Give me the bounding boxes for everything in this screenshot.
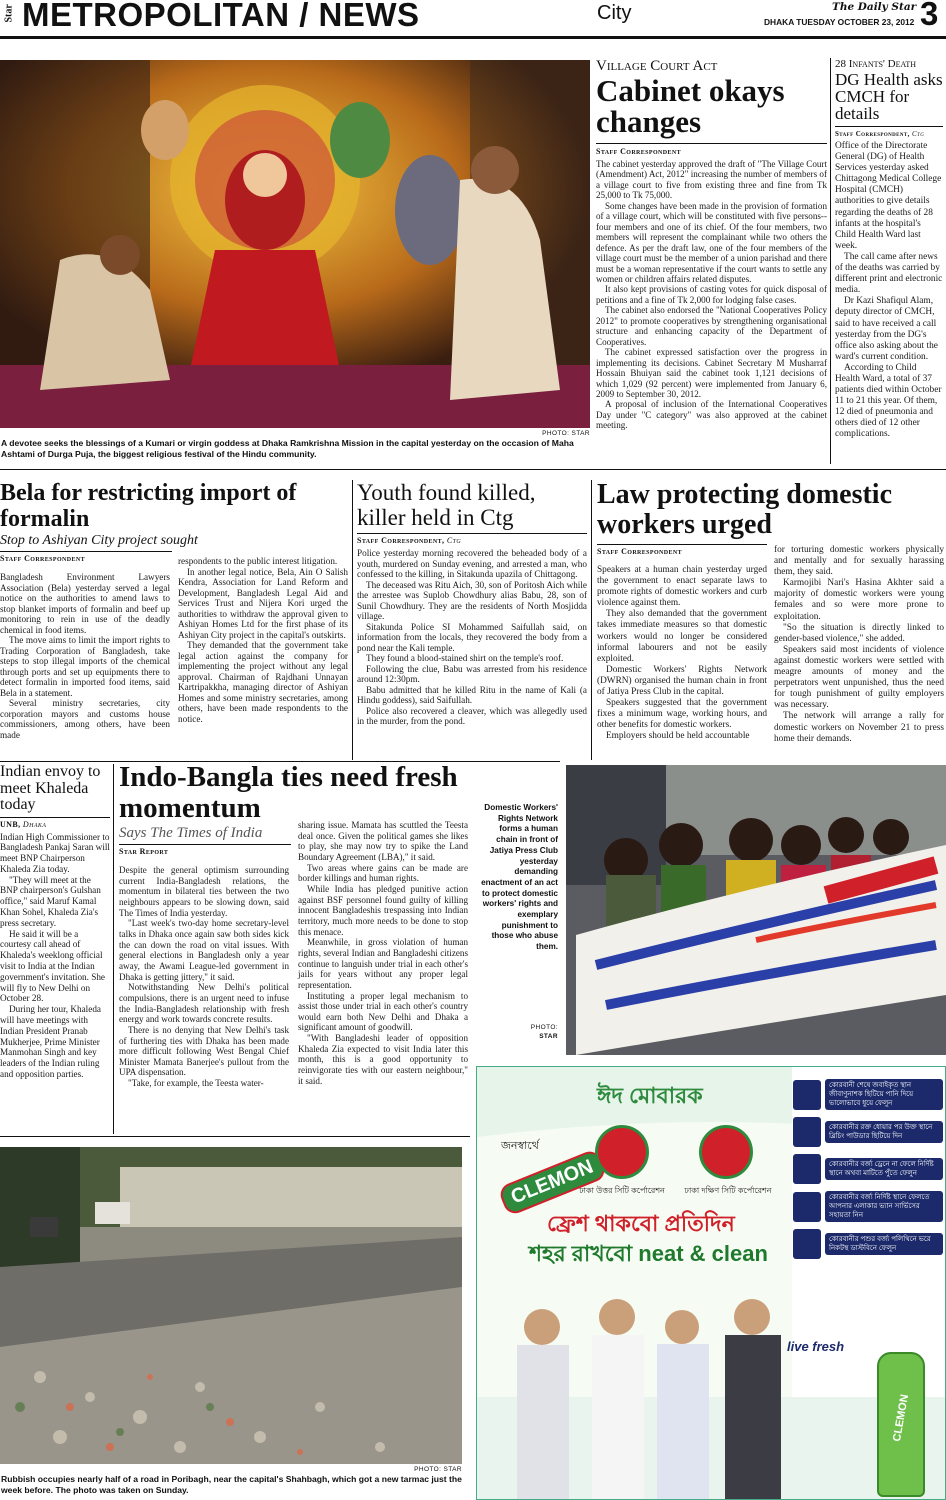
youth-byline-place: Ctg — [446, 536, 462, 545]
paragraph: Instituting a proper legal mechanism to assist those under trial in each other's country would earn both New Delhi and Dhaka a significant amount of goodwill. — [298, 990, 468, 1033]
paragraph: Several ministry secretaries, city corporation mayors and customs house commissioners, among others, have been made — [0, 698, 170, 740]
tip-text: কোরবানীর বর্জ্য নির্দিষ্ট স্থানে ফেলতে আপনার এলাকার ভ্যান সার্ভিসের সহায়তা নিন — [825, 1191, 943, 1222]
village-court-headline: Cabinet okays changes — [596, 73, 785, 139]
paragraph: The cabinet yesterday approved the draft of "The Village Court (Amendment) Act, 2012" increasing the number of members of a village court to five from existing three and fine from Tk 25,000 to Tk 75,000. — [596, 159, 827, 201]
paragraph: They found a blood-stained shirt on the temple's roof. — [366, 653, 564, 663]
formalin-col2 — [178, 556, 348, 724]
subsection-label: City — [597, 2, 632, 24]
envoy-body — [0, 832, 110, 1080]
tip-text: কোরবানী শেষে জবাইকৃত স্থান জীবাণুনাশক ছিটিয়ে পানি দিয়ে ভালোভাবে ধুয়ে ফেলুন — [825, 1079, 943, 1110]
bottle-label: CLEMON — [890, 1393, 912, 1443]
domestic-byline: Staff Correspondent — [597, 547, 683, 556]
paragraph: They also demanded that the government takes immediate measures so that domestic workers would no longer be considered informal labourers and not be easily exploited. — [597, 609, 767, 664]
paragraph: Police yesterday morning recovered the beheaded body of a youth, murdered on Sunday evening, and arrested a man, who confessed to the killing, in Sitakunda upazila of Chittagong. — [357, 548, 587, 579]
envoy-byline-name: UNB, — [0, 819, 21, 829]
paragraph: Following the clue, Babu was arrested from his residence around 12:30pm. — [357, 663, 587, 684]
paragraph: Police also recovered a cleaver, which was allegedly used in the murder, from the pond. — [357, 705, 587, 726]
ad-slogan-2: শহর রাখবো neat & clean — [529, 1241, 768, 1266]
tip-icon — [793, 1229, 821, 1259]
paragraph: A proposal of inclusion of the International Cooperatives Day under "C category" was also approved at the cabinet meeting. — [596, 399, 827, 431]
paragraph: Employers should be held accountable — [606, 731, 750, 742]
paragraph: for torturing domestic workers physically and mentally and for sexually harassing them, they said. — [774, 545, 944, 578]
indobangla-byline: Star Report — [119, 847, 169, 856]
youth-byline-name: Staff Correspondent, — [357, 536, 445, 545]
paragraph: Speakers suggested that the government fixes a minimum wage, working hours, and other benefits for domestic workers. — [597, 698, 767, 731]
paragraph: During her tour, Khaleda will have meetings with Indian President Pranab Mukherjee, Prime Minister Manmohan Singh and key leaders of the Indian ruling and opposition parties. — [0, 1004, 101, 1080]
envoy-byline — [0, 820, 110, 829]
north-corp-seal — [595, 1125, 649, 1179]
masthead — [0, 0, 946, 36]
village-court-rule — [596, 143, 827, 144]
tip-item — [793, 1117, 943, 1147]
infants-article — [835, 58, 943, 441]
indobangla-rule — [119, 844, 291, 845]
tip-item — [793, 1079, 943, 1110]
tip-icon — [793, 1117, 821, 1147]
paragraph: Bangladesh Environment Lawyers Association (Bela) yesterday served a legal notice on the authorities to amend laws to stop blanket imports of formalin and beef up monitoring to rein in use of the deadly chemical in food items. — [0, 572, 170, 635]
village-court-body — [596, 159, 827, 431]
infants-rule — [835, 126, 943, 127]
infants-byline-name: Staff Correspondent, — [835, 130, 910, 138]
tip-item — [793, 1229, 943, 1259]
paragraph: "Last week's two-day home secretary-level talks in Dhaka once again saw both sides kick the can down the road on vital issues. With general elections in Bangladesh only a year away, the Awami League-led government in Dhaka is getting jittery," it said. — [119, 918, 289, 982]
kumari-photo — [0, 60, 590, 428]
ad-slogan-1: ফ্রেশ থাকবো প্রতিদিন — [547, 1211, 735, 1236]
paragraph: sharing issue. Mamata has scuttled the Teesta deal once. Given the political games she likes to play, she may now try to spike the Land Boundary Agreement (LBA)," it said. — [298, 820, 468, 862]
tip-icon — [793, 1192, 821, 1222]
ad-public-interest: জনস্বার্থে — [501, 1140, 539, 1152]
paragraph: The call came after news of the deaths was carried by different print and electronic media. — [835, 251, 943, 296]
indobangla-subhead: Says The Times of India — [119, 825, 263, 841]
ad-tips-list — [793, 1079, 943, 1266]
rubbish-photo-credit: PHOTO: STAR — [414, 1466, 462, 1473]
youth-body — [357, 548, 587, 727]
domestic-headline: Law protecting domestic workers urged — [597, 479, 892, 540]
tip-icon — [793, 1080, 821, 1110]
paragraph: respondents to the public interest litigation. — [178, 556, 338, 566]
formalin-subhead: Stop to Ashiyan City project sought — [0, 533, 198, 548]
indobangla-col1 — [119, 865, 289, 1089]
formalin-byline: Staff Correspondent — [0, 554, 86, 563]
paragraph: According to Child Health Ward, a total of 37 patients died within October 11 to 21 this year. Of them, 12 died of pneumonia and others died of 12 other complications. — [835, 362, 942, 440]
formalin-article — [0, 480, 348, 566]
domestic-col1 — [597, 565, 767, 743]
paragraph: While India has pledged punitive action against BSF personnel found guilty of killing innocent Bangladeshis trespassing into Indian territory, much more needs to be done to stop this menace. — [298, 883, 468, 937]
paragraph: There is no denying that New Delhi's task of furthering ties with Dhaka has been made more difficult following West Bengal Chief Minister Mamata Banerjee's pullout from the UPA dispensation. — [119, 1024, 289, 1078]
infants-byline-place: Ctg — [911, 130, 925, 138]
paragraph: Sitakunda Police SI Mohammed Saifullah said, on information from the locals, they recovered the body from a pond near the Kali temple. — [357, 621, 587, 653]
youth-headline: Youth found killed, killer held in Ctg — [357, 480, 536, 530]
tip-item — [793, 1154, 943, 1184]
domestic-rule — [597, 544, 767, 545]
human-chain-photo-image — [566, 765, 946, 1055]
indobangla-headline: Indo-Bangla ties need fresh momentum — [119, 761, 458, 824]
column-rule — [352, 480, 353, 760]
rubbish-photo-caption: Rubbish occupies nearly half of a road in Poribagh, near the capital's Shahbagh, which got a new tarmac just the week before. The photo was taken on Sunday. — [1, 1474, 462, 1495]
infants-headline: DG Health asks CMCH for details — [835, 70, 943, 123]
ad-brand-logo: CLEMON — [497, 1148, 608, 1217]
kumari-photo-caption: A devotee seeks the blessings of a Kumari or virgin goddess at Dhaka Ramkrishna Mission in the capital yesterday on the occasion of Maha Ashtami of Durga Puja, the biggest religious festival of the Hindu community. — [1, 438, 574, 459]
paragraph: In another legal notice, Bela, Ain O Salish Kendra, Association for Land Reform and Development, Bangladesh Legal Aid and Services Trust and Nijera Kori urged the authorities to withdraw the approval given to Ashiyan Homes Ltd for the first phase of its Ashiyan City project in the capital's outskirts. — [178, 566, 348, 640]
envoy-article — [0, 764, 110, 1080]
village-court-kicker: Village Court Act — [596, 58, 718, 74]
paragraph: Domestic Workers' Rights Network (DWRN) organised the human chain in front of Jatiya Press Club in the capital. — [597, 664, 767, 698]
dateline: DHAKA TUESDAY OCTOBER 23, 2012 — [764, 17, 915, 27]
paragraph: Notwithstanding New Delhi's political compulsions, there is an urgent need to infuse the India-Bangladesh relationship with fresh energy and work towards concrete results. — [119, 982, 289, 1025]
paragraph: Indian High Commissioner to Bangladesh Pankaj Saran will meet BNP Chairperson Khaleda Zia today. — [0, 831, 110, 874]
paragraph: Speakers said most incidents of violence against domestic workers were settled with meagre amounts of money and the perpetrators went unpunished, thus the need for tough punishment of guilty employers was necessary. — [774, 644, 944, 711]
kumari-photo-credit: PHOTO: STAR — [542, 430, 590, 437]
youth-rule — [357, 533, 587, 534]
column-rule — [830, 58, 831, 464]
ad-eid-greeting: ঈদ মোবারক — [597, 1083, 703, 1108]
paragraph: The deceased was Ritu Aich, 30, son of Poritosh Aich while the arrestee was Suplob Chowdhury alias Babu, 28, son of Sunil Chowdhury. They are the residents of North Mosjidda village. — [357, 579, 587, 621]
paragraph: Office of the Directorate General (DG) of Health Services yesterday asked Chittagong Medical College Hospital (CMCH) authorities to give details regarding the deaths of 28 infants at the hospital's Child Health Ward last week. — [835, 141, 942, 251]
formalin-col1 — [0, 572, 170, 740]
south-corp-seal — [699, 1125, 753, 1179]
south-corp-name: ঢাকা দক্ষিণ সিটি কর্পোরেশন — [684, 1186, 772, 1195]
envoy-headline: Indian envoy to meet Khaleda today — [0, 763, 101, 813]
kumari-photo-image — [0, 60, 590, 428]
masthead-rule — [0, 36, 946, 39]
paragraph: The cabinet expressed satisfaction over the progress in implementing its decisions. Cabinet Secretary M Musharraf Hossain Bhuiyan said the cabinet took 1,121 decisions of which 1,029 (92 percent) were implemented from January 6, 2009 to September 30, 2012. — [596, 347, 827, 399]
domestic-col2 — [774, 545, 944, 745]
paragraph: "Take, for example, the Teesta water- — [128, 1078, 264, 1089]
envoy-rule — [0, 817, 110, 818]
envoy-byline-place: Dhaka — [22, 819, 47, 829]
paragraph: The network will arrange a rally for domestic workers on November 21 to press home their demands. — [774, 711, 944, 744]
section-rule — [0, 469, 946, 470]
paragraph: "So the situation is directly linked to gender-based violence," she added. — [774, 622, 944, 644]
ad-live-fresh: live fresh — [787, 1339, 845, 1354]
youth-byline — [357, 536, 587, 545]
paragraph: Speakers at a human chain yesterday urged the government to enact separate laws to promote rights of domestic workers and curb violence against them. — [597, 565, 767, 609]
youth-article — [357, 480, 587, 727]
paragraph: Two areas where gains can be made are border killings and human rights. — [298, 862, 468, 884]
paragraph: Meanwhile, in gross violation of human rights, several Indian and Bangladeshi citizens continue to languish under trial in each other's jails for years without any proper legal representation. — [298, 937, 468, 990]
tip-text: কোরবানীর বর্জ্য ড্রেনে না ফেলে নির্দিষ্ট স্থানে অথবা মাটিতে পুঁতে ফেলুন — [825, 1158, 943, 1180]
infants-byline — [835, 130, 943, 138]
ad-models — [497, 1287, 797, 1500]
section-rule — [0, 1136, 470, 1137]
rubbish-photo — [0, 1147, 462, 1464]
formalin-headline: Bela for restricting import of formalin — [0, 480, 297, 532]
tip-text: কোরবানীর রক্ত ধোয়ার পর উক্ত স্থানে ব্লিচিং পাউডার ছিটিয়ে দিন — [825, 1121, 943, 1143]
paragraph: Despite the general optimism surrounding current India-Bangladesh relations, the momentum in bilateral ties between the two neighbours appears to be slowing down, said The Times of India yesterday. — [119, 865, 289, 918]
tip-text: কোরবানীর পশুর বর্জ্য পলিথিনে ভরে নিকটস্থ ডাস্টবিনে ফেলুন — [825, 1233, 943, 1255]
formalin-rule — [0, 551, 172, 552]
infants-kicker: 28 Infants' Death — [835, 58, 917, 70]
paragraph: "They will meet at the BNP chairperson's Gulshan office," said Maruf Kamal Khan Sohel, Khaleda Zia's press secretary. — [0, 874, 101, 928]
paragraph: The cabinet also endorsed the "National Cooperatives Policy 2012" to promote cooperatives by strengthening organisational structure and enhancing capacity of the Department of Cooperatives. — [596, 305, 827, 347]
human-chain-caption: Domestic Workers' Rights Network forms a human chain in front of Jatiya Press Club yesterday demanding enactment of an act to protect domestic workers' rights and exemplary punishment to those who abuse them. — [481, 803, 558, 952]
column-rule — [591, 480, 592, 760]
human-chain-credit — [500, 1023, 558, 1041]
paragraph: The move aims to limit the import rights to Trading Corporation of Bangladesh, take steps to stop illegal imports of the chemical through ports and set up equipments there to detect formalin in imported food items, said Bela in a statement. — [0, 635, 170, 698]
tip-item — [793, 1191, 943, 1222]
paragraph: It also kept provisions of casting votes for quick disposal of petitions and a fine of Tk 2,000 for lodging false cases. — [596, 284, 827, 305]
village-court-article — [596, 58, 827, 431]
paragraph: Dr Kazi Shafiqul Alam, deputy director of CMCH, said to have received a call yesterday from the DG's office also asking about the ward's current condition. — [835, 296, 938, 362]
infants-body — [835, 141, 943, 441]
rubbish-photo-image — [0, 1147, 462, 1464]
human-chain-credit-label: PHOTO: — [530, 1024, 558, 1031]
paragraph: "With Bangladeshi leader of opposition Khaleda Zia expected to visit India later this month, this is a good opportunity to reinvigorate ties with our eastern neighbour," it said. — [298, 1033, 468, 1086]
village-court-byline: Staff Correspondent — [596, 147, 682, 156]
star-logo-small: Star — [3, 4, 15, 23]
paragraph: They demanded that the government take legal action against the company for implementing the project without any legal approval. Chairman of Rajdhani Unnayan Kartripakkha, managing director of Ashiyan Homes and some ministry secretaries, among others, have been made respondents to the notice. — [178, 640, 348, 724]
paragraph: Some changes have been made in the provision of formation of a village court, which will be constituted with five persons--four members and one of its chief. Of the four members, two members will represent the complainant while two others the defence. As per the draft law, one of the four members of the village court must be the member of a union parishad and there must be a woman representative if the court wants to settle any women or children affairs related disputes. — [596, 200, 827, 284]
clemon-advertisement[interactable] — [476, 1066, 946, 1500]
indobangla-col2 — [298, 820, 468, 1086]
paragraph: Babu admitted that he killed Ritu in the name of Kali (a Hindu goddess), said Saifullah. — [357, 684, 587, 705]
column-rule — [113, 764, 114, 1134]
human-chain-photo — [566, 765, 946, 1055]
page-number: 3 — [920, 0, 939, 32]
north-corp-name: ঢাকা উত্তর সিটি কর্পোরেশন — [579, 1186, 665, 1195]
tip-icon — [793, 1154, 821, 1184]
paper-name: The Daily Star — [832, 1, 917, 13]
section-title: METROPOLITAN / NEWS — [22, 0, 420, 33]
paragraph: He said it will be a courtesy call ahead of Khaleda's weeklong official visit to India at the Indian government's invitation. She will fly to New Delhi on October 28. — [0, 928, 106, 1004]
human-chain-credit-source: STAR — [539, 1033, 558, 1040]
paragraph: Karmojibi Nari's Hasina Akhter said a majority of domestic workers were young females and so were more prone to exploitation. — [774, 578, 944, 622]
